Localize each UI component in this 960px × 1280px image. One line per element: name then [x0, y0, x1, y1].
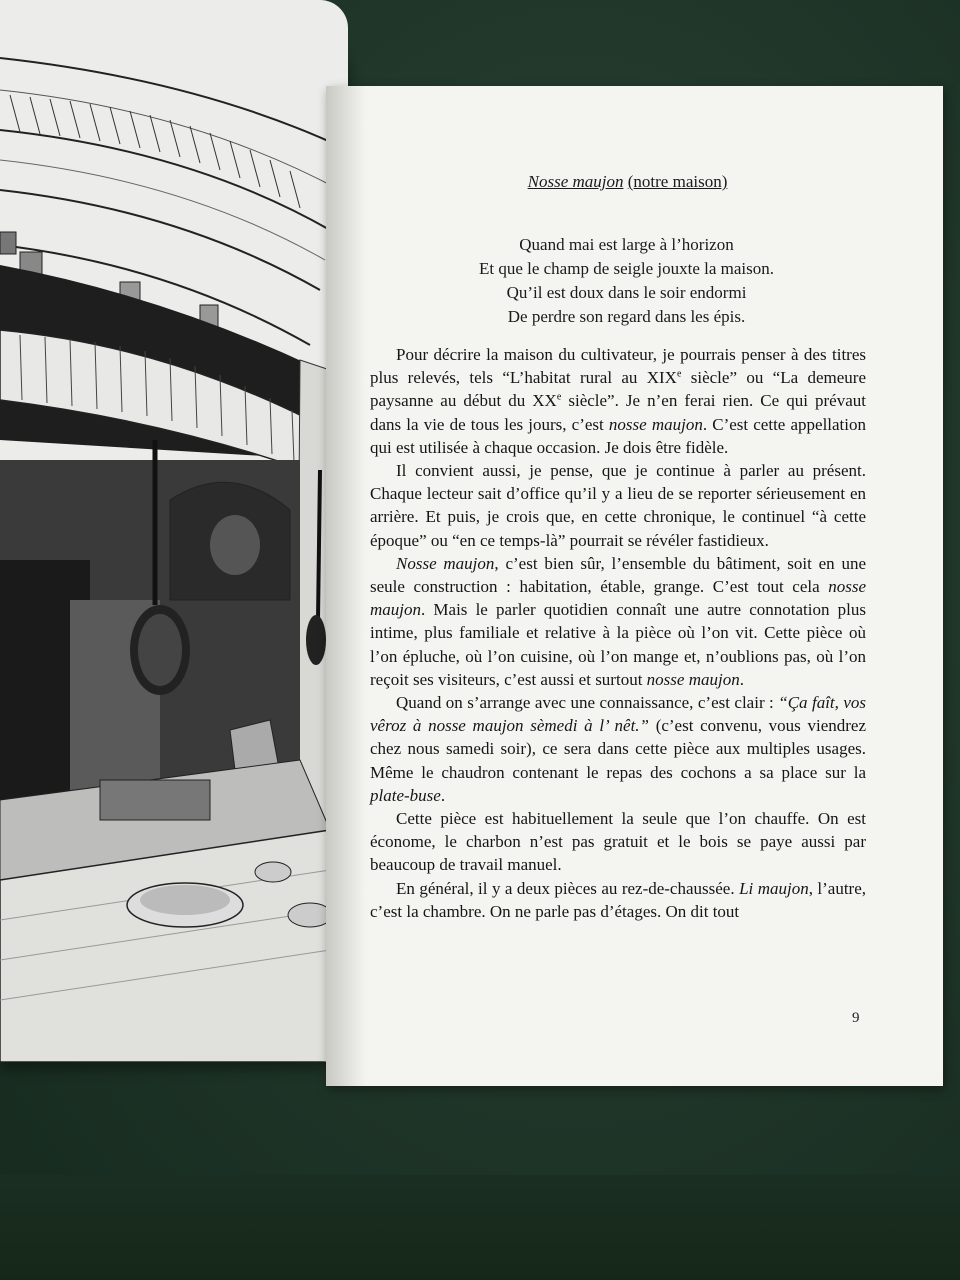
italic-term: nosse maujon — [646, 669, 740, 689]
right-page — [326, 86, 943, 1086]
text-run: (c’est convenu, vous viendrez chez nous samedi soir), ce sera dans cette pièce aux multiples usages. Même le chaudron contenant le repas des cochons a sa place sur la — [370, 716, 866, 782]
kitchen-hearth-drawing — [0, 0, 348, 1062]
italic-term: nosse maujon — [608, 414, 703, 434]
chapter-title — [319, 172, 936, 192]
text-run: En général, il y a deux pièces au rez-de-chaussée. — [396, 878, 740, 898]
poem-line: De perdre son regard dans les épis. — [507, 307, 746, 326]
text-run: , l’autre, c’est la chambre. On ne parle pas d’étages. On dit tout — [370, 878, 867, 921]
text-run: . C’est cette appellation qui est utilisée à chaque occasion. Je dois être fidèle. — [370, 414, 867, 457]
italic-quote: “Ça faît, vos vêroz à nosse maujon sèmedi à l’ nêt.” — [370, 693, 867, 736]
italic-term: Li maujon — [739, 878, 809, 898]
paragraph-2: Il convient aussi, je pense, que je continue à parler au présent. Chaque lecteur sait d’office qu’il y a lieu de se reporter sérieusement en arrière. Et puis, je crois que, en cette chronique, le continuel “à cette époque” ou “en ce temps-là” pourrait se révéler fastidieux. — [370, 461, 866, 550]
italic-term: Nosse maujon — [396, 553, 495, 573]
page-number: 9 — [852, 1010, 860, 1026]
text-run: . — [440, 785, 446, 805]
poem-line: Qu’il est doux dans le soir endormi — [506, 283, 747, 302]
text-run: , c’est bien sûr, l’ensemble du bâtiment, soit en une seule construction : habitation, étable, grange. C’est tout cela — [370, 553, 866, 597]
text-run: . Mais le parler quotidien connaît une autre connotation plus intime, plus familiale et relative à la pièce où l’on vit. Cette pièce où l’on épluche, où l’on cuisine, où l’on mange et, n’oublions pas, où l’on reçoit ses visiteurs, c’est aussi et surtout — [370, 600, 866, 689]
italic-term: nosse maujon — [370, 577, 866, 620]
paragraph-5: Cette pièce est habituellement la seule que l’on chauffe. On est économe, le charbon n’est pas gratuit et le bois se paye aussi par beaucoup de travail manuel. — [370, 809, 866, 875]
body-text — [370, 343, 866, 923]
text-run: siècle” ou “La demeure paysanne au début du XX — [370, 368, 866, 411]
text-run: Quand on s’arrange avec une connaissance, c’est clair : — [396, 693, 779, 713]
text-run: siècle”. Je n’en ferai rien. Ce qui prévaut dans la vie de tous les jours, c’est — [370, 391, 866, 434]
paragraph-4 — [370, 691, 866, 807]
paragraph-3 — [370, 552, 866, 691]
italic-term: plate-buse — [370, 785, 441, 805]
poem-line: Et que le champ de seigle jouxte la maison. — [478, 259, 775, 278]
epigraph-poem — [318, 233, 935, 329]
text-run: Pour décrire la maison du cultivateur, je pourrais penser à des titres plus relevés, tels “L’habitat rural au XIX — [370, 345, 866, 388]
poem-line: Quand mai est large à l’horizon — [519, 235, 734, 254]
paragraph-1 — [370, 343, 866, 459]
superscript: e — [676, 368, 682, 380]
gutter-shadow — [326, 86, 366, 1086]
text-run: . — [739, 669, 744, 689]
chapter-title-translation: (notre maison) — [627, 172, 728, 191]
left-page-illustration — [0, 0, 348, 1062]
chapter-title-italic: Nosse maujon — [527, 172, 624, 191]
table-edge — [0, 1175, 960, 1280]
superscript: e — [556, 391, 562, 403]
paragraph-6 — [370, 877, 866, 923]
